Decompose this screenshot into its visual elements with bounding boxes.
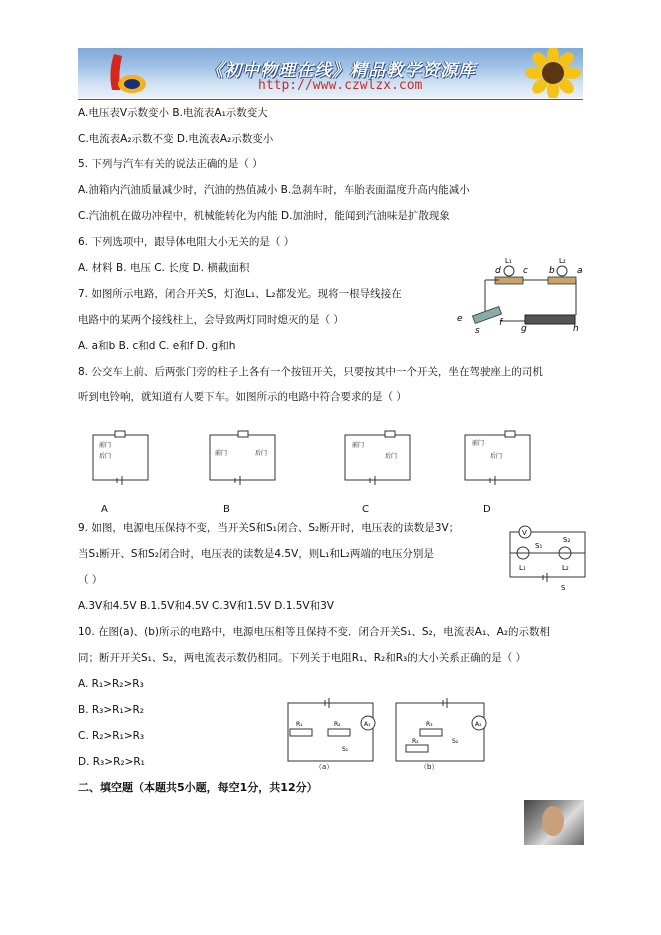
- q7-label-d: d: [495, 266, 501, 276]
- q8c-back-label: 后门: [385, 453, 398, 460]
- q9-options: A.3V和4.5V B.1.5V和4.5V C.3V和1.5V D.1.5V和3V: [78, 600, 334, 612]
- q6-options: A. 材料 B. 电压 C. 长度 D. 横截面积: [78, 262, 250, 274]
- q7-label-a: a: [577, 266, 583, 276]
- q7-label-e: e: [457, 314, 463, 324]
- question-9-line3: （ ）: [78, 574, 103, 586]
- header-banner: [78, 48, 583, 98]
- q9-l2-label: L₂: [562, 564, 569, 572]
- header-rule: [78, 99, 583, 100]
- q5-options-cd: C.汽油机在做功冲程中，机械能转化为内能 D.加油时，能闻到汽油味是扩散现象: [78, 210, 450, 222]
- q10a-r1-label: R₁: [296, 721, 303, 728]
- q10-option-c: C. R₂>R₁>R₃: [78, 730, 145, 742]
- q8a-back-label: 后门: [99, 453, 112, 460]
- site-title: 《初中物理在线》精品教学资源库: [206, 61, 476, 81]
- question-9-line1: 9. 如图，电源电压保持不变，当开关S和S₁闭合、S₂断开时，电压表的读数是3V；: [78, 522, 460, 534]
- q10a-r2-label: R₂: [334, 721, 341, 728]
- q7-label-s: s: [475, 326, 480, 335]
- question-8-line2: 听到电铃响，就知道有人要下车。如图所示的电路中符合要求的是（ ）: [78, 391, 407, 403]
- footer-photo: [524, 800, 584, 845]
- question-7-line2: 电路中的某两个接线柱上，会导致两灯同时熄灭的是（ ）: [78, 314, 344, 326]
- site-url[interactable]: http://www.czwlzx.com: [258, 78, 423, 93]
- question-7-line1: 7. 如图所示电路，闭合开关S，灯泡L₁、L₂都发光。现将一根导线接在: [78, 288, 402, 300]
- q8-caption-a: A: [101, 504, 108, 515]
- q9-s-label: S: [561, 584, 566, 592]
- q10b-r3-label: R₃: [426, 721, 433, 728]
- q8-caption-c: C: [362, 504, 369, 515]
- question-6: 6. 下列选项中，跟导体电阻大小无关的是（ ）: [78, 236, 295, 248]
- q9-s1-label: S₁: [535, 542, 543, 550]
- q4-options-cd: C.电流表A₂示数不变 D.电流表A₂示数变小: [78, 133, 274, 145]
- sunflower-icon: [523, 48, 583, 98]
- q10b-a2-label: A₂: [475, 721, 482, 728]
- q8b-back-label: 后门: [255, 450, 268, 457]
- q9-s2-label: S₂: [563, 536, 571, 544]
- q9-voltmeter-label: V: [522, 529, 527, 537]
- q7-label-h: h: [573, 324, 579, 334]
- q7-label-g: g: [521, 324, 527, 334]
- q7-label-f: f: [499, 318, 503, 328]
- q7-label-l2: L₂: [559, 257, 566, 265]
- q7-label-c: c: [523, 266, 528, 276]
- q10-circuit-b: [388, 695, 493, 770]
- q10a-s1-label: S₁: [342, 746, 349, 753]
- q10b-s2-label: S₂: [452, 738, 459, 745]
- q8a-front-label: 前门: [99, 442, 112, 449]
- question-8-line1: 8. 公交车上前、后两张门旁的柱子上各有一个按钮开关，只要按其中一个开关，坐在驾驶座上的司机: [78, 366, 543, 378]
- q10-circuit-a: [280, 695, 380, 770]
- site-logo-icon: [100, 50, 160, 96]
- q10-option-b: B. R₃>R₁>R₂: [78, 704, 144, 716]
- q8d-front-label: 前门: [472, 440, 485, 447]
- q8d-back-label: 后门: [490, 453, 503, 460]
- question-10-line2: 同；断开开关S₁、S₂，两电流表示数仍相同。下列关于电阻R₁、R₂和R₃的大小关系正确的是（ ）: [78, 652, 527, 664]
- q10a-a1-label: A₁: [364, 721, 371, 728]
- q8-caption-b: B: [223, 504, 230, 515]
- q7-label-l1: L₁: [505, 257, 512, 265]
- q10b-r2-label: R₂: [412, 738, 419, 745]
- q4-options-ab: A.电压表V示数变小 B.电流表A₁示数变大: [78, 107, 268, 119]
- q9-circuit-figure: [505, 520, 590, 595]
- section-2-heading: 二、填空题（本题共5小题，每空1分，共12分）: [78, 781, 318, 794]
- question-5: 5. 下列与汽车有关的说法正确的是（ ）: [78, 158, 263, 170]
- q10-caption-a: （a）: [315, 763, 334, 771]
- q8-circuit-d: [460, 425, 535, 490]
- q8-circuit-c: [340, 425, 415, 490]
- q10-option-a: A. R₁>R₂>R₃: [78, 678, 144, 690]
- q8b-front-label: 前门: [215, 450, 228, 457]
- q9-l1-label: L₁: [519, 564, 526, 572]
- q10-option-d: D. R₃>R₂>R₁: [78, 756, 145, 768]
- q8-circuit-b: [205, 425, 280, 490]
- q7-circuit-figure: [455, 255, 585, 335]
- q8c-front-label: 前门: [352, 442, 365, 449]
- q5-options-ab: A.油箱内汽油质量减少时，汽油的热值减小 B.急刹车时，车胎表面温度升高内能减小: [78, 184, 470, 196]
- q8-circuit-a: [85, 425, 155, 490]
- question-10-line1: 10. 在图(a)、(b)所示的电路中，电源电压相等且保持不变．闭合开关S₁、S₂，电流表A₁、A₂的示数相: [78, 626, 551, 638]
- q7-options: A. a和b B. c和d C. e和f D. g和h: [78, 340, 236, 352]
- question-9-line2: 当S₁断开、S和S₂闭合时，电压表的读数是4.5V，则L₁和L₂两端的电压分别是: [78, 548, 434, 560]
- q10-caption-b: （b）: [420, 763, 439, 771]
- q8-caption-d: D: [483, 504, 491, 515]
- q7-label-b: b: [549, 266, 555, 276]
